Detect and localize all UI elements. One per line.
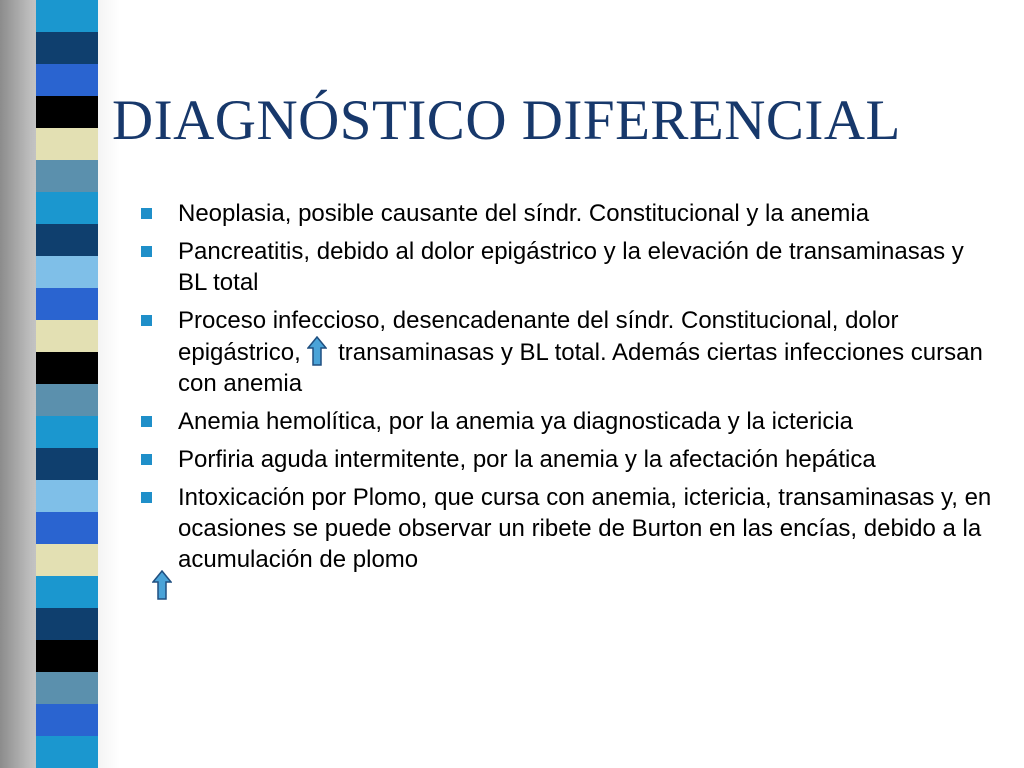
bullet-text: Porfiria aguda intermitente, por la anemia y la afectación hepática — [178, 446, 876, 473]
stripe-segment — [36, 128, 98, 161]
list-item-anemia-hemolitica — [138, 406, 998, 437]
stripe-segment — [36, 32, 98, 65]
stripe-segment — [36, 64, 98, 97]
bullet-text-before: Proceso infeccioso, desencadenante del síndr. Constitucional, dolor epigástrico, — [178, 307, 899, 366]
stripe-segment — [36, 672, 98, 705]
square-bullet-icon — [141, 416, 152, 427]
stripe-segment — [36, 608, 98, 641]
stripe-segment — [36, 416, 98, 449]
stripe-segment — [36, 512, 98, 545]
square-bullet-icon — [141, 315, 152, 326]
stripe-segment — [36, 736, 98, 768]
list-item-neoplasia — [138, 198, 998, 229]
decorative-stripe-bar — [36, 0, 98, 768]
square-bullet-icon — [141, 208, 152, 219]
up-arrow-icon — [152, 570, 172, 600]
list-item-intoxicacion-plomo — [138, 482, 998, 575]
bullet-text: Neoplasia, posible causante del síndr. Constitucional y la anemia — [178, 200, 870, 227]
stripe-segment — [36, 160, 98, 193]
bullet-text: Pancreatitis, debido al dolor epigástrico y la elevación de transaminasas y BL total — [178, 238, 964, 296]
bullet-list — [138, 198, 998, 582]
stripe-segment — [36, 576, 98, 609]
stripe-segment — [36, 224, 98, 257]
bullet-text: Intoxicación por Plomo, que cursa con anemia, ictericia, transaminasas y, en ocasiones se puede observar un ribete de Burton en las encías, debido a la acumulación de plomo — [178, 484, 992, 573]
list-item-pancreatitis — [138, 236, 998, 298]
stripe-segment — [36, 0, 98, 33]
list-item-porfiria — [138, 444, 998, 475]
list-item-proceso-infeccioso — [138, 305, 998, 399]
slide-title: DIAGNÓSTICO DIFERENCIAL — [112, 89, 901, 152]
bullet-text-after: transaminasas y BL total. Además ciertas infecciones cursan con anemia — [178, 339, 983, 397]
square-bullet-icon — [141, 454, 152, 465]
square-bullet-icon — [141, 246, 152, 257]
stripe-segment — [36, 256, 98, 289]
stripe-segment — [36, 480, 98, 513]
stripe-segment — [36, 704, 98, 737]
stripe-segment — [36, 352, 98, 385]
stripe-segment — [36, 192, 98, 225]
stripe-segment — [36, 288, 98, 321]
stripe-segment — [36, 96, 98, 129]
stripe-segment — [36, 384, 98, 417]
stripe-segment — [36, 320, 98, 353]
stripe-segment — [36, 448, 98, 481]
up-arrow-icon — [307, 336, 327, 366]
stripe-segment — [36, 640, 98, 673]
stripe-segment — [36, 544, 98, 577]
square-bullet-icon — [141, 492, 152, 503]
bullet-text: Anemia hemolítica, por la anemia ya diagnosticada y la ictericia — [178, 408, 854, 435]
